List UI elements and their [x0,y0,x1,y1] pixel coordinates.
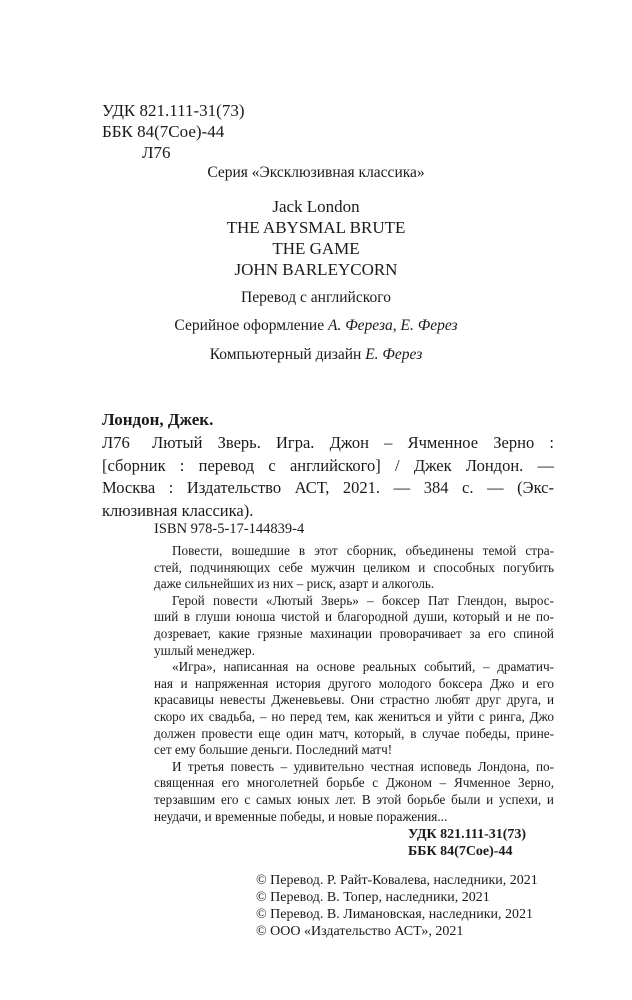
annotation-line: ная и напряженная история другого молодого боксера Джо и его [154,675,554,691]
serial-design-names: А. Фереза, Е. Ферез [327,317,458,334]
original-title: THE ABYSMAL BRUTE [226,218,406,237]
udk-code-bottom: УДК 821.111-31(73) [408,827,527,842]
annotation-line: «Игра», написанная на основе реальных событий, – драматич- [172,659,554,675]
annotation-line: дозревает, какие грязные махинации проворачивает за его спиной [154,625,554,641]
annotation-line: священная его многолетней борьбе с Джоном – Ячменное Зерно, [154,775,554,791]
annotation [154,543,554,825]
annotation-line: ший в глуши юноша чистой и благородной души, который и не по- [154,609,554,625]
annotation-line: Повести, вошедшие в этот сборник, объединены темой стра- [172,543,554,558]
bibliographic-line: [сборник : перевод с английского] / Джек Лондон. — [102,455,554,475]
bibliographic-description [102,432,554,522]
computer-design-credit [0,346,632,364]
bibliographic-author-heading: Лондон, Джек. [102,410,214,429]
serial-design-label: Серийное оформление [174,317,328,334]
copyright-line: © Перевод. В. Топер, наследники, 2021 [256,890,490,905]
author-mark: Л76 [142,143,171,162]
annotation-line: ушлый менеджер. [154,642,255,658]
original-title: JOHN BARLEYCORN [234,260,398,279]
isbn: ISBN 978-5-17-144839-4 [154,521,305,537]
original-author: Jack London [272,197,360,216]
annotation-line: даже сильнейших из них – риск, азарт и алкоголь. [154,576,435,592]
bibliographic-line: Москва : Издательство АСТ, 2021. — 384 с. — (Экс- [102,478,554,497]
annotation-line: терзавшим его с самых юных лет. В этой борьбе были и успехи, и [154,791,554,807]
bibliographic-line: клюзивная классика). [102,500,254,520]
bibliographic-line: Лютый Зверь. Игра. Джон – Ячменное Зерно : [152,433,554,452]
annotation-line: сет ему большие деньги. Последний матч! [154,742,393,758]
annotation-line: И третья повесть – удивительно честная исповедь Лондона, по- [172,758,554,774]
computer-design-label: Компьютерный дизайн [209,346,366,363]
computer-design-names: Е. Ферез [365,346,423,363]
annotation-line: неудачи, и временные победы, и новые поражения... [154,808,448,824]
annotation-line: должен провести еще один матч, который, в случае победы, прине- [154,725,554,741]
original-title-block [0,196,632,280]
bbk-code: ББК 84(7Сое)-44 [102,122,225,141]
annotation-line: Герой повести «Лютый Зверь» – боксер Пат Глендон, вырос- [172,592,554,608]
translation-note: Перевод с английского [241,289,391,306]
annotation-line: стей, подчиняющих себе мужчин целиком и способных погубить [154,559,554,575]
annotation-line: красавицы невесты Дженевьевы. Они страстно любят друг друга, и [154,692,554,708]
copyright-line: © Перевод. Р. Райт-Ковалева, наследники, 2021 [256,873,538,888]
serial-design-credit [0,317,632,335]
series-name: Серия «Эксклюзивная классика» [207,164,425,181]
udk-code: УДК 821.111-31(73) [102,101,245,120]
bibliographic-code: Л76 [102,433,130,452]
bbk-code-bottom: ББК 84(7Сое)-44 [408,844,513,859]
annotation-line: скоро их свадьба, – но перед тем, как жениться и уйти с ринга, Джо [154,708,554,724]
copyright-block [256,872,538,940]
copyright-line: © ООО «Издательство АСТ», 2021 [256,924,464,939]
copyright-line: © Перевод. В. Лимановская, наследники, 2021 [256,907,534,922]
bottom-classification-codes [408,826,526,860]
classification-codes [102,100,244,163]
original-title: THE GAME [272,239,360,258]
